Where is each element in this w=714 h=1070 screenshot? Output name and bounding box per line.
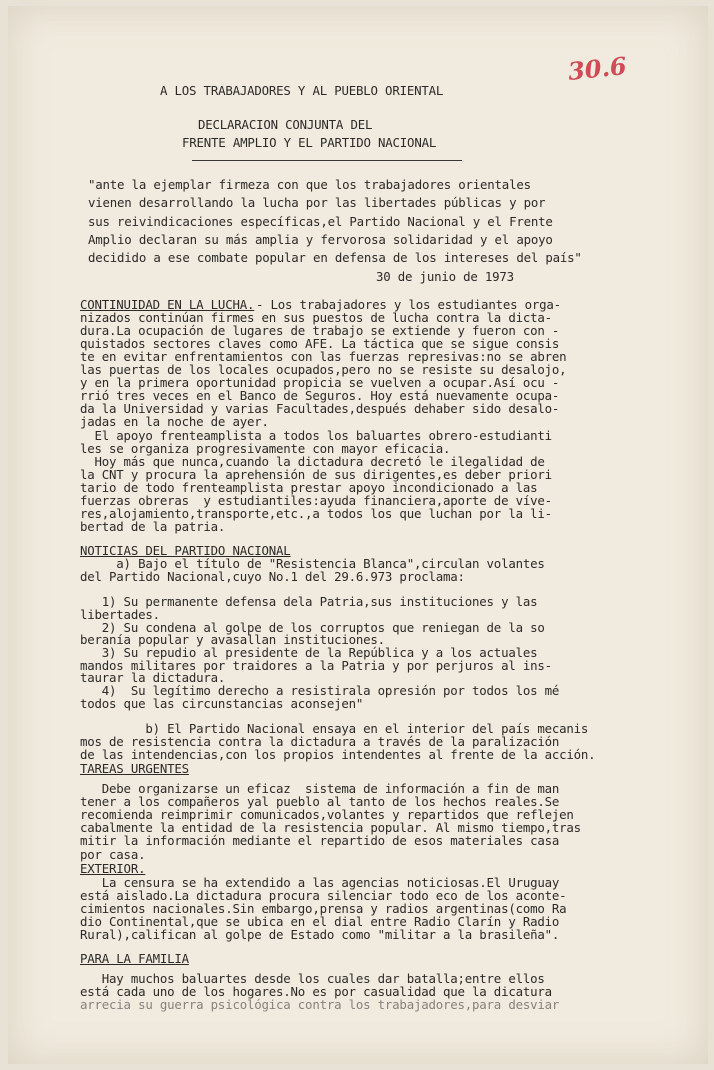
paragraph-line: cimientos nacionales.Sin embargo,prensa y radios argentinas(como Ra [80, 901, 567, 917]
quote-line: "ante la ejemplar firmeza con que los trabajadores orientales [88, 177, 531, 192]
paragraph-line: todos que las circunstancias aconsejen" [80, 695, 364, 711]
paragraph-line: 1) Su permanente defensa dela Patria,sus instituciones y las [80, 594, 538, 610]
paragraph-line: 3) Su repudio al presidente de la República y a los actuales [80, 644, 538, 660]
paragraph-line: taurar la dictadura. [80, 670, 226, 686]
paragraph-line: dura.La ocupación de lugares de trabajo se extiende y fueron con - [80, 323, 560, 339]
paragraph-line: dio Continental,que se ubica en el dial entre Radio Clarín y Radio [80, 914, 560, 930]
paragraph-line: a) Bajo el título de "Resistencia Blanca",circulan volantes [80, 556, 545, 571]
paragraph-line: mos de resistencia contra la dictadura a través de la paralización [80, 733, 560, 749]
paragraph-line: está aislado.La dictadura procura silenciar todo eco de los aconte- [80, 888, 567, 904]
header-line-3: FRENTE AMPLIO Y EL PARTIDO NACIONAL [182, 135, 437, 150]
paragraph-line: tario de todo frenteamplista prestar apoyo incondicionado a las [80, 479, 538, 495]
paragraph-line: cabalmente la entidad de la resistencia popular. Al mismo tiempo,tras [80, 820, 581, 836]
paragraph-line: y en la primera oportunidad propicia se vuelven a ocupar.Así ocu - [80, 375, 560, 391]
paragraph-line: de las intendencias,con los propios intendentes al frente de la acción. [80, 746, 596, 762]
paragraph-line: El apoyo frenteamplista a todos los baluartes obrero-estudianti [80, 427, 552, 443]
paragraph-line: te en evitar enfrentamientos con las fuerzas represivas:no se abren [80, 349, 567, 365]
paragraph-line: nizados continúan firmes en sus puestos de lucha contra la dicta- [80, 310, 552, 326]
paragraph-line: libertades. [80, 606, 160, 622]
quote-line: vienen desarrollando la lucha por las libertades públicas y por [88, 195, 546, 211]
paragraph-line: rrió tres veces en el Banco de Seguros. Hoy está nuevamente ocupa- [80, 388, 560, 404]
paragraph-line: tener a los compañeros yal pueblo al tanto de los hechos reales.Se [80, 794, 560, 810]
section-title-tareas: TAREAS URGENTES [80, 761, 189, 776]
paragraph-line: - Los trabajadores y los estudiantes orga- [256, 297, 561, 312]
paragraph-line: les se organiza progresivamente con mayor eficacia. [80, 440, 451, 456]
paragraph-line: Debe organizarse un eficaz sistema de información a fin de man [80, 781, 560, 796]
paragraph-line: Rural),califican al golpe de Estado como "militar a la brasileña". [80, 927, 560, 943]
quote-date: 30 de junio de 1973 [376, 269, 514, 284]
quote-line: sus reivindicaciones específicas,el Partido Nacional y el Frente [88, 213, 553, 229]
document-page [8, 6, 708, 1064]
paragraph-line: b) El Partido Nacional ensaya en el interior del país mecanis [80, 721, 589, 737]
section-title-familia: PARA LA FAMILIA [80, 951, 189, 966]
paragraph-line: 2) Su condena al golpe de los corruptos que reniegan de la so [80, 619, 545, 635]
paragraph-line: Hoy más que nunca,cuando la dictadura decretó le ilegalidad de [80, 453, 545, 469]
header-line-2: DECLARACION CONJUNTA DEL [198, 117, 373, 132]
paragraph-line: res,alojamiento,transporte,etc.,a todos los que luchan por la li- [80, 505, 552, 521]
paragraph-line: la CNT y procura la aprehensión de sus dirigentes,es deber priori [80, 466, 552, 482]
paragraph-line: 4) Su legítimo derecho a resistirala opresión por todos los mé [80, 683, 560, 698]
paragraph-line: recomienda reimprimir comunicados,volantes y repartidos que reflejen [80, 807, 574, 823]
header-line-1: A LOS TRABAJADORES Y AL PUEBLO ORIENTAL [160, 83, 444, 98]
section-title-exterior: EXTERIOR. [80, 861, 146, 876]
paragraph-line: da la Universidad y varias Facultades,después dehaber sido desalo- [80, 401, 560, 417]
paragraph-line: bertad de la patria. [80, 518, 226, 534]
handwritten-page-mark: 30.6 [566, 51, 628, 86]
paragraph-line: La censura se ha extendido a las agencias noticiosas.El Uruguay [80, 875, 560, 890]
paragraph-line: mandos militares por traidores a la Patria y por perjuros al ins- [80, 657, 552, 673]
paragraph-line: mitir la información mediante el repartido de esos materiales casa [80, 833, 560, 849]
paragraph-line: quistados sectores claves como AFE. La táctica que se sigue consis [80, 336, 560, 352]
header-divider [192, 160, 462, 161]
paragraph-line: por casa. [80, 846, 146, 862]
paragraph-line: fuerzas obreras y estudiantiles:ayuda financiera,aporte de víve- [80, 492, 552, 508]
quote-line: decidido a ese combate popular en defensa de los intereses del país" [88, 250, 582, 266]
paragraph-line: está cada uno de los hogares.No es por casualidad que la dicatura [80, 984, 552, 1000]
section-title-noticias: NOTICIAS DEL PARTIDO NACIONAL [80, 543, 291, 558]
paragraph-line: arrecia su guerra psicológica contra los trabajadores,para desviar [80, 997, 560, 1013]
paragraph-line: Hay muchos baluartes desde los cuales dar batalla;entre ellos [80, 971, 545, 986]
paragraph-line: del Partido Nacional,cuyo No.1 del 29.6.973 proclama: [80, 568, 465, 584]
paragraph-line: beranía popular y avasallan instituciones. [80, 632, 385, 648]
paragraph-line: las puertas de los locales ocupados,pero no se resiste su desalojo, [80, 362, 567, 378]
section-title-continuidad: CONTINUIDAD EN LA LUCHA. [80, 297, 255, 312]
paragraph-line: jadas en la noche de ayer. [80, 414, 269, 430]
quote-line: Amplio declaran su más amplia y fervorosa solidaridad y el apoyo [88, 231, 553, 247]
